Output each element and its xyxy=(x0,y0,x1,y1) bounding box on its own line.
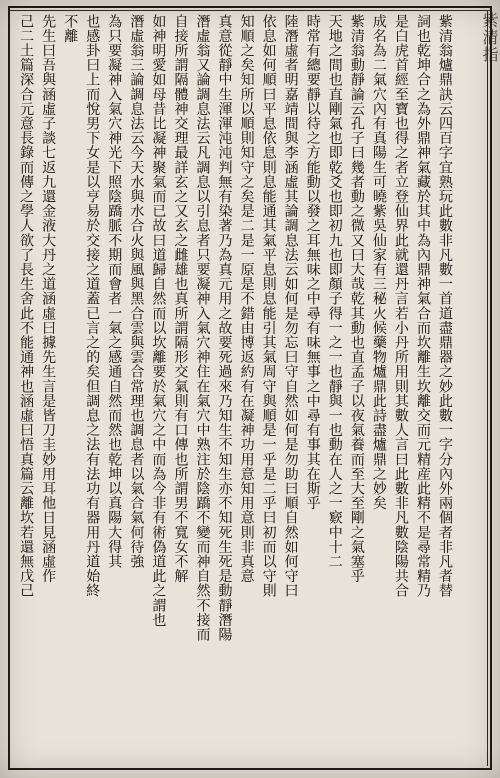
text-column: 依息如何順曰平息依息則息能通其氣平息則息能引其氣周守與順是一乎是二乎曰初而以守則 xyxy=(260,14,277,598)
text-column: 如神明愛如母昔比凝神聚氣而已故曰道歸自然而以坎離要於氣穴之中而為今非有術偽道此之謂也 xyxy=(150,14,167,628)
text-column: 己二土篇深合元意長錄而傳之學人欲了長生舍此不能通神也涵虛曰悟真篇云離坎若還無戊己 xyxy=(18,14,35,598)
text-columns xyxy=(16,14,456,762)
text-column: 真意從靜中生渾渾沌沌判無有染著乃為真元用之故要死過來乃知生不知生亦不知死生死是動靜潛陽 xyxy=(216,14,233,642)
text-column: 先生曰吾與涵虛子談七返九還金液大丹之道涵虛曰據先生言是皆刀圭妙用耳他日見涵虛作 xyxy=(40,14,57,584)
text-column: 知順之矣知所以順則知守之矣是二是一原是不錯由博返約有在凝神功用意知用意則非真意 xyxy=(238,14,255,584)
right-rule xyxy=(487,10,488,766)
text-column: 紫清翁爐鼎訣云四百字宜熟玩此數非凡數一首道盡鼎器之妙此數一字分內外兩個者非凡者替 xyxy=(437,14,453,598)
text-column: 為只要凝神入氣穴神光下照陰蹻脈不期而會者一氣之感通自然而然也乾坤以真陽大得其 xyxy=(106,14,123,569)
text-column: 是白虎首經至寶也得之者立登仙界此就還丹言若小丹所用則其數人言曰此數非凡數陰陽共合 xyxy=(392,14,409,598)
edge-label: 紫清指 xyxy=(480,12,499,63)
text-column: 潛虛翁又論調息法云凡調息以引息者只要凝神入氣穴神住在氣穴中熟注於陰蹻不變而神自然不接而 xyxy=(194,14,211,642)
text-column: 詞也乾坤合之為外鼎神氣藏於其中為內鼎神氣合而坎離生坎離交而元精産此精不是尋常精乃 xyxy=(414,14,431,598)
text-column: 成名為二氣穴內有真陽生可曉紫吳仙家有三秘火候藥物爐鼎此詩盡爐鼎之妙矣 xyxy=(370,14,387,511)
text-column: 自接所謂隔體神交理最詳玄之又玄之雌雄也真所謂隔形交氣則有口傳也所謂男不寬女不解 xyxy=(172,14,189,584)
top-rule xyxy=(10,10,490,11)
text-column: 也感卦曰上而悅男下女是以亨易於交接之道蓋已言之的矣但調息之法有法功有器用丹道始終 xyxy=(84,14,101,598)
text-column: 紫清翁動靜論云孔子曰幾者動之微又曰大哉乾其動也直孟子以夜氣養而至大至剛之氣塞乎 xyxy=(348,14,365,584)
text-column: 天地之間也直剛氣也即乾爻也即初九也即顏子得一之一也靜與一也動在人之一窽中十二 xyxy=(326,14,343,569)
text-column: 潛虛翁三論調息法云今天水與水合火與風與黑合雲與雲合常理也調息者以氣合氣何待強 xyxy=(128,14,145,569)
text-column: 時常有總要靜以待之方能動以發之耳無味之中尋有味無事之中尋有事其在斯乎 xyxy=(304,14,321,511)
text-column: 不離 xyxy=(62,14,79,44)
text-column: 陸潛虛者明嘉靖間與李涵虛其論調息法云如何是勿忘曰守自然如何是勿助曰順自然如何守曰 xyxy=(282,14,299,598)
